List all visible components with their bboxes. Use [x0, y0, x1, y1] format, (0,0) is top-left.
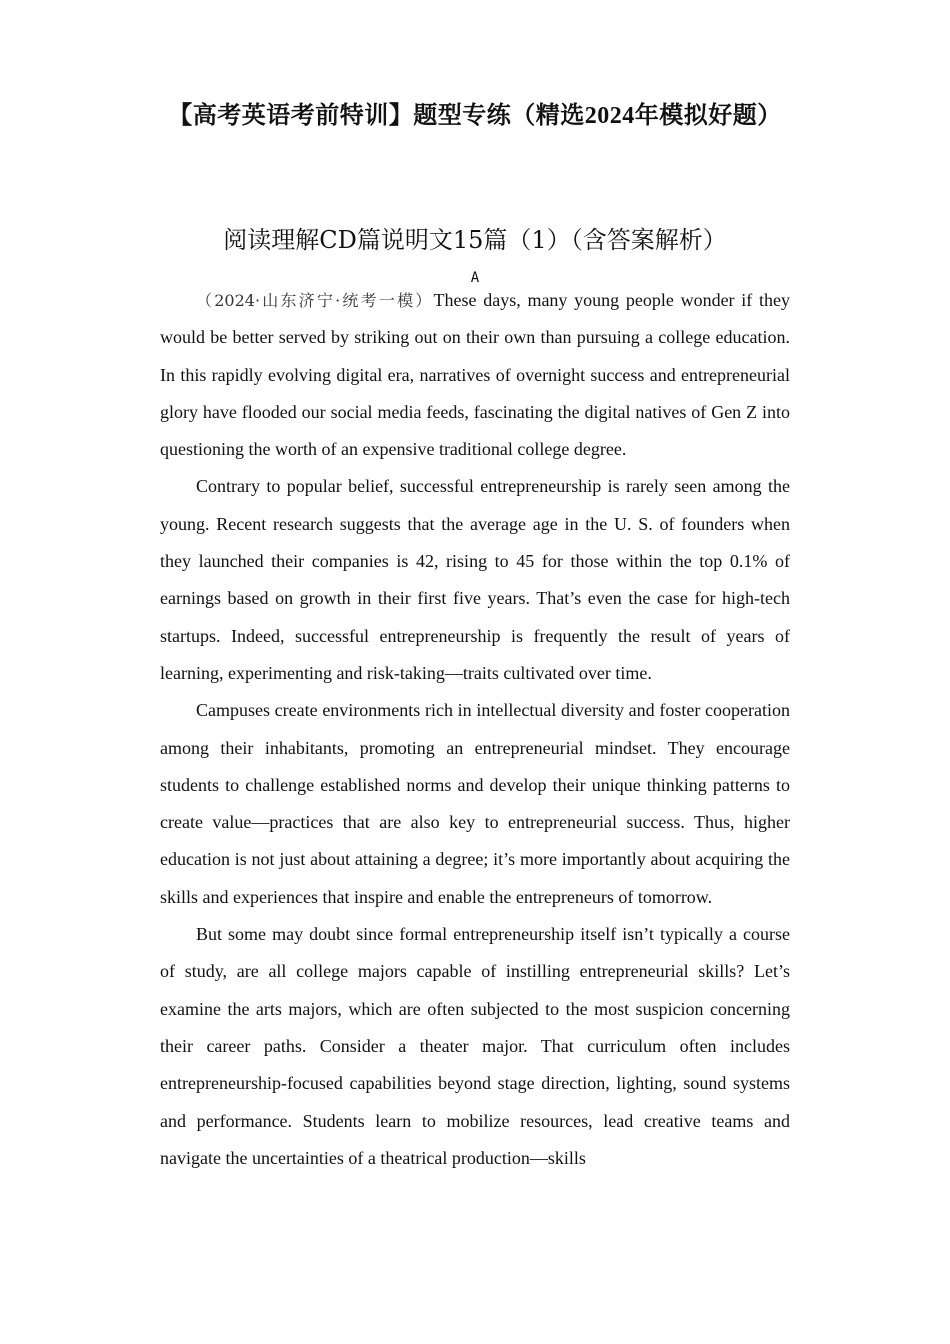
paragraph-4: But some may doubt since formal entrepreneurship itself isn’t typically a course of study, are all college majors capable of instilling entrepreneurial skills? Let’s examine the arts majors, which are often subjected to the most suspicion concerning their career paths. Consider a theater major. That curriculum often includes entrepreneurship-focused capabilities beyond stage direction, lighting, sound systems and performance. Students learn to mobilize resources, lead creative teams and navigate the uncertainties of a theatrical production—skills	[160, 924, 790, 1168]
section-label: A	[470, 270, 480, 286]
paragraph-2: Contrary to popular belief, successful entrepreneurship is rarely seen among the young. Recent research suggests that the average age in the U. S. of founders when they launched their companies is 42, rising to 45 for those within the top 0.1% of earnings based on growth in their first five years. That’s even the case for high-tech startups. Indeed, successful entrepreneurship is frequently the result of years of learning, experimenting and risk-taking—traits cultivated over time.	[160, 476, 790, 683]
paragraph-1-text: These days, many young people wonder if they would be better served by striking out on their own than pursuing a college education. In this rapidly evolving digital era, narratives of overnight success and entrepreneurial glory have flooded our social media feeds, fascinating the digital natives of Gen Z into questioning the worth of an expensive traditional college degree.	[160, 290, 790, 460]
passage-body	[160, 282, 790, 1177]
paragraph-1	[160, 282, 790, 468]
document-title: 【高考英语考前特训】题型专练（精选2024年模拟好题）	[168, 103, 782, 129]
source-citation: （2024·山东济宁·统考一模）	[196, 291, 434, 310]
document-subtitle: 阅读理解CD篇说明文15篇（1）（含答案解析）	[223, 226, 727, 254]
paragraph-3: Campuses create environments rich in intellectual diversity and foster cooperation among their inhabitants, promoting an entrepreneurial mindset. They encourage students to challenge established norms and develop their unique thinking patterns to create value—practices that are also key to entrepreneurial success. Thus, higher education is not just about attaining a degree; it’s more importantly about acquiring the skills and experiences that inspire and enable the entrepreneurs of tomorrow.	[160, 700, 790, 907]
